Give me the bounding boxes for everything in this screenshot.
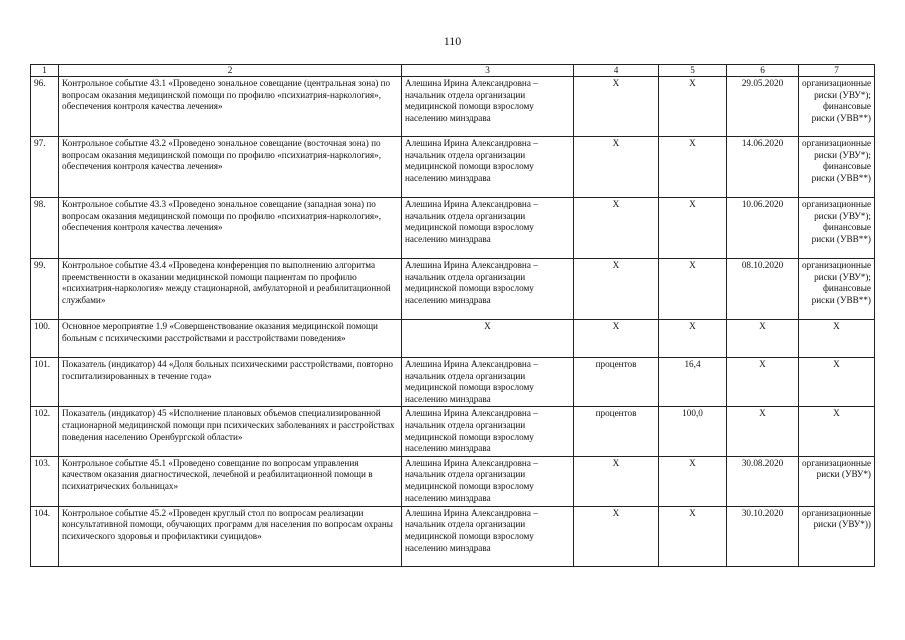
risks-cell: организационные риски (УВУ*); финансовые риски (УВВ**) — [799, 259, 875, 320]
value-cell: Х — [659, 506, 727, 566]
row-number: 101. — [31, 358, 59, 407]
column-header: 1 — [31, 65, 59, 77]
column-header: 4 — [574, 65, 659, 77]
event-name: Контрольное событие 43.3 «Проведено зональное совещание (западная зона) по вопросам оказания медицинской помощи по профилю «психиатрия-наркология», обеспечения контроля качества лечения» — [59, 198, 402, 259]
table-row — [31, 358, 875, 407]
value-cell: Х — [659, 137, 727, 198]
date-cell: 30.10.2020 — [727, 506, 799, 566]
responsible-person: Х — [402, 320, 574, 358]
table-row — [31, 198, 875, 259]
responsible-person: Алешина Ирина Александровна – начальник отдела организации медицинской помощи взрослому населению минздрава — [402, 358, 574, 407]
unit-cell: процентов — [574, 407, 659, 456]
column-header: 6 — [727, 65, 799, 77]
event-name: Контрольное событие 43.1 «Проведено зональное совещание (центральная зона) по вопросам оказания медицинской помощи по профилю «психиатрия-наркология», обеспечения контроля качества лечения» — [59, 77, 402, 137]
column-header: 3 — [402, 65, 574, 77]
unit-cell: Х — [574, 320, 659, 358]
responsible-person: Алешина Ирина Александровна – начальник отдела организации медицинской помощи взрослому населению минздрава — [402, 506, 574, 566]
event-name: Контрольное событие 45.2 «Проведен круглый стол по вопросам реализации консультативной помощи, обучающих программ для населения по вопросам охраны психического здоровья и профилактики суицидов» — [59, 506, 402, 566]
row-number: 98. — [31, 198, 59, 259]
value-cell: Х — [659, 198, 727, 259]
unit-cell: Х — [574, 456, 659, 506]
event-name: Контрольное событие 43.4 «Проведена конференция по выполнению алгоритма преемственности в оказании медицинской помощи пациентам по профилю «психиатрия-наркология» между стационарной, амбулаторной и реабилитационной службами» — [59, 259, 402, 320]
plan-table — [30, 64, 875, 567]
event-name: Контрольное событие 45.1 «Проведено совещание по вопросам управления качеством оказания диагностической, лечебной и реабилитационной помощи в психиатрических больницах» — [59, 456, 402, 506]
row-number: 102. — [31, 407, 59, 456]
risks-cell: организационные риски (УВУ*); финансовые риски (УВВ**) — [799, 77, 875, 137]
event-name: Контрольное событие 43.2 «Проведено зональное совещание (восточная зона) по вопросам оказания медицинской помощи по профилю «психиатрия-наркология», обеспечения контроля качества лечения» — [59, 137, 402, 198]
date-cell: 30.08.2020 — [727, 456, 799, 506]
responsible-person: Алешина Ирина Александровна – начальник отдела организации медицинской помощи взрослому населению минздрава — [402, 198, 574, 259]
table-row — [31, 320, 875, 358]
column-header: 5 — [659, 65, 727, 77]
row-number: 100. — [31, 320, 59, 358]
event-name: Показатель (индикатор) 44 «Доля больных психическими расстройствами, повторно госпитализированных в течение года» — [59, 358, 402, 407]
event-name: Показатель (индикатор) 45 «Исполнение плановых объемов специализированной стационарной медицинской помощи при психических заболеваниях и расстройствах поведения населению Оренбургской области» — [59, 407, 402, 456]
risks-cell: организационные риски (УВУ*)) — [799, 506, 875, 566]
risks-cell: организационные риски (УВУ*) — [799, 456, 875, 506]
responsible-person: Алешина Ирина Александровна – начальник отдела организации медицинской помощи взрослому населению минздрава — [402, 456, 574, 506]
row-number: 97. — [31, 137, 59, 198]
date-cell: Х — [727, 407, 799, 456]
date-cell: 10.06.2020 — [727, 198, 799, 259]
risks-cell: организационные риски (УВУ*); финансовые риски (УВВ**) — [799, 137, 875, 198]
responsible-person: Алешина Ирина Александровна – начальник отдела организации медицинской помощи взрослому населению минздрава — [402, 77, 574, 137]
table-row — [31, 137, 875, 198]
table-row — [31, 456, 875, 506]
value-cell: Х — [659, 259, 727, 320]
unit-cell: Х — [574, 77, 659, 137]
risks-cell: организационные риски (УВУ*); финансовые риски (УВВ**) — [799, 198, 875, 259]
risks-cell: Х — [799, 407, 875, 456]
row-number: 104. — [31, 506, 59, 566]
value-cell: 100,0 — [659, 407, 727, 456]
value-cell: 16,4 — [659, 358, 727, 407]
value-cell: Х — [659, 320, 727, 358]
table-row — [31, 259, 875, 320]
unit-cell: Х — [574, 506, 659, 566]
unit-cell: Х — [574, 259, 659, 320]
risks-cell: Х — [799, 358, 875, 407]
unit-cell: Х — [574, 198, 659, 259]
column-header: 2 — [59, 65, 402, 77]
date-cell: 29.05.2020 — [727, 77, 799, 137]
table-row — [31, 407, 875, 456]
table-row — [31, 506, 875, 566]
date-cell: Х — [727, 358, 799, 407]
column-header-row — [31, 65, 875, 77]
risks-cell: Х — [799, 320, 875, 358]
page-number: 110 — [443, 34, 462, 48]
date-cell: 14.06.2020 — [727, 137, 799, 198]
row-number: 96. — [31, 77, 59, 137]
value-cell: Х — [659, 456, 727, 506]
unit-cell: процентов — [574, 358, 659, 407]
responsible-person: Алешина Ирина Александровна – начальник отдела организации медицинской помощи взрослому населению минздрава — [402, 137, 574, 198]
event-name: Основное мероприятие 1.9 «Совершенствование оказания медицинской помощи больным с психическими расстройствами и расстройствами поведения» — [59, 320, 402, 358]
row-number: 103. — [31, 456, 59, 506]
column-header: 7 — [799, 65, 875, 77]
table-row — [31, 77, 875, 137]
responsible-person: Алешина Ирина Александровна – начальник отдела организации медицинской помощи взрослому населению минздрава — [402, 407, 574, 456]
date-cell: 08.10.2020 — [727, 259, 799, 320]
unit-cell: Х — [574, 137, 659, 198]
row-number: 99. — [31, 259, 59, 320]
value-cell: Х — [659, 77, 727, 137]
responsible-person: Алешина Ирина Александровна – начальник отдела организации медицинской помощи взрослому населению минздрава — [402, 259, 574, 320]
date-cell: Х — [727, 320, 799, 358]
